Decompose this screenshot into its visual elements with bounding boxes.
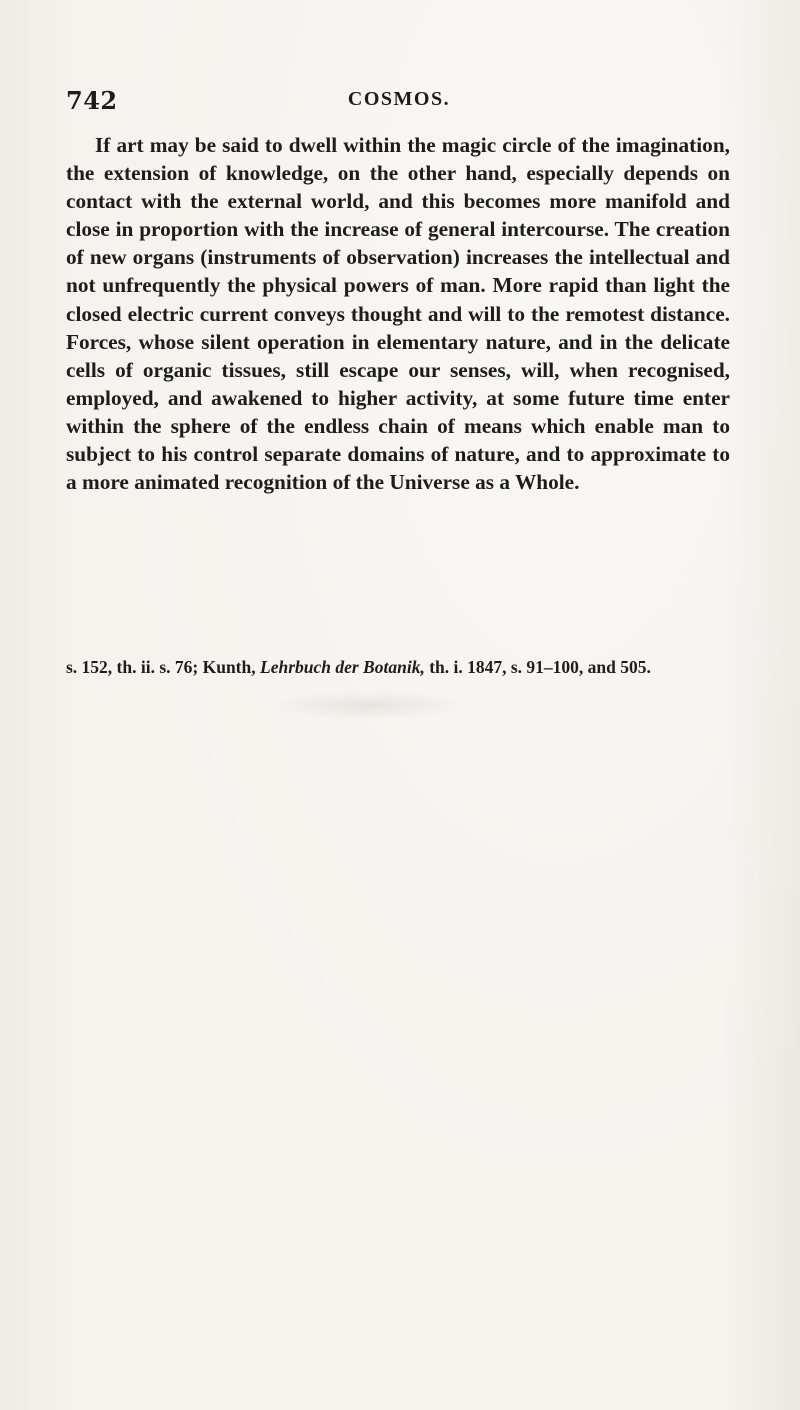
footnote-text-start: s. 152, th. ii. s. 76; Kunth, — [66, 657, 260, 677]
footnote-book-title: Lehrbuch der Botanik, — [260, 657, 425, 677]
paper-smudge — [270, 690, 470, 720]
body-paragraph: If art may be said to dwell within the magic circle of the imagination, the extension of knowledge, on the other hand, especially depends on contact with the external world, and this becomes more manifold and close in proportion with the increase of general intercourse. The creation of new organs (instruments of observation) increases the intellectual and not unfrequently the physical powers of man. More rapid than light the closed electric current conveys thought and will to the remotest distance. Forces, whose silent operation in elementary nature, and in the delicate cells of organic tissues, still escape our senses, will, when recognised, employed, and awakened to higher activity, at some future time enter within the sphere of the endless chain of means which enable man to subject to his control separate domains of nature, and to approximate to a more animated recognition of the Universe as a Whole. — [66, 133, 730, 495]
running-head — [66, 86, 732, 118]
footnote — [66, 656, 732, 679]
running-title: COSMOS. — [347, 88, 451, 110]
page-number: 742 — [66, 86, 118, 115]
footnote-text-end: th. i. 1847, s. 91–100, and 505. — [424, 657, 651, 677]
